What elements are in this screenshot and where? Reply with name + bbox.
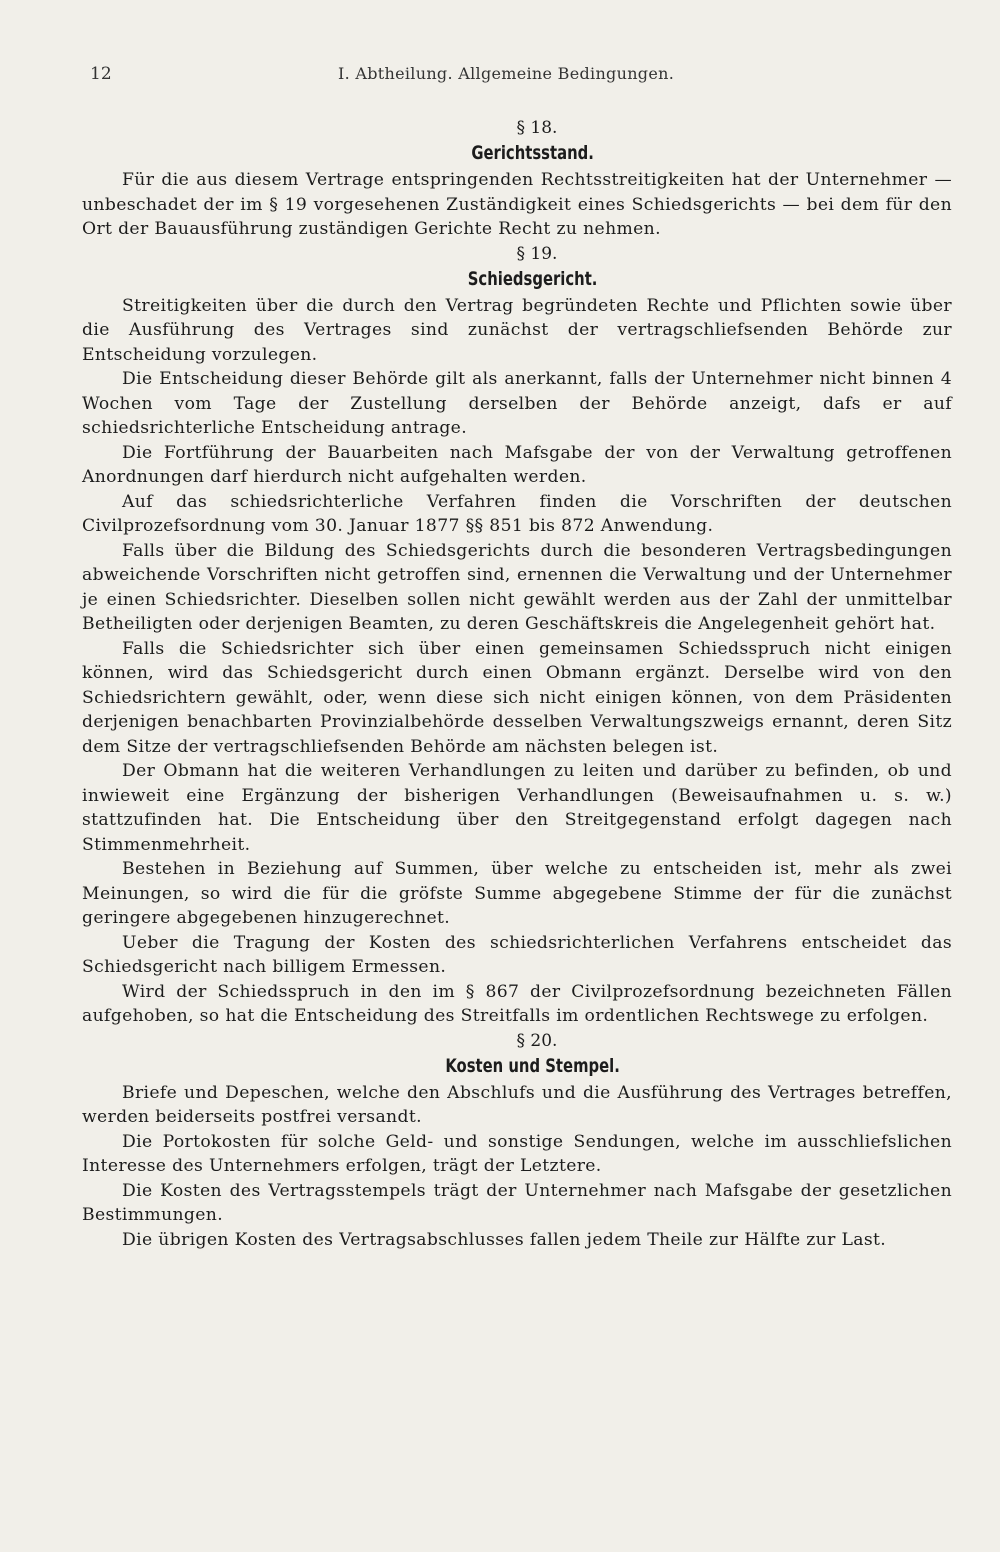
paragraph: Wird der Schiedsspruch in den im § 867 der Civilprozefsordnung bezeichneten Fällen aufgehoben, so hat die Entscheidung des Streitfalls im ordentlichen Rechtswege zu erfolgen.: [82, 981, 952, 1026]
page-header: [90, 64, 910, 94]
paragraph: Auf das schiedsrichterliche Verfahren finden die Vorschriften der deutschen Civilprozefsordnung vom 30. Januar 1877 §§ 851 bis 872 Anwendung.: [82, 491, 952, 536]
section-number: § 20.: [516, 1030, 558, 1051]
paragraph: Die übrigen Kosten des Vertragsabschlusses fallen jedem Theile zur Hälfte zur Last.: [122, 1229, 887, 1250]
paragraph: Für die aus diesem Vertrage entspringenden Rechtsstreitigkeiten hat der Unternehmer — unbeschadet der im § 19 vorgesehenen Zuständigkeit eines Schiedsgerichts — bei dem für den Ort der Bauausführung zuständigen Gerichte Recht zu nehmen.: [82, 170, 952, 239]
paragraph: Streitigkeiten über die durch den Vertrag begründeten Rechte und Pflichten sowie über die Ausführung des Vertrages sind zunächst der vertragschliefsenden Behörde zur Entscheidung vorzulegen.: [82, 295, 952, 365]
paragraph: Die Fortführung der Bauarbeiten nach Mafsgabe der von der Verwaltung getroffenen Anordnungen darf hierdurch nicht aufgehalten werden.: [82, 442, 952, 487]
section-20: [82, 1029, 952, 1253]
paragraph: Die Entscheidung dieser Behörde gilt als anerkannt, falls der Unternehmer nicht binnen 4 Wochen vom Tage der Zustellung derselben der Behörde anzeigt, dafs er auf schiedsrichterliche Entscheidung antrage.: [82, 369, 952, 438]
page-body: [82, 116, 952, 1252]
section-18: [82, 116, 952, 242]
section-19: [82, 242, 952, 1029]
paragraph: Briefe und Depeschen, welche den Abschlufs und die Ausführung des Vertrages betreffen, werden beiderseits postfrei versandt.: [82, 1082, 952, 1127]
paragraph: Ueber die Tragung der Kosten des schiedsrichterlichen Verfahrens entscheidet das Schiedsgericht nach billigem Ermessen.: [82, 932, 952, 977]
paragraph: Falls über die Bildung des Schiedsgerichts durch die besonderen Vertragsbedingungen abweichende Vorschriften nicht getroffen sind, ernennen die Verwaltung und der Unternehmer je einen Schiedsrichter. Dieselben sollen nicht gewählt werden aus der Zahl der unmittelbar Betheiligten oder derjenigen Beamten, zu deren Geschäftskreis die Angelegenheit gehört hat.: [82, 540, 952, 634]
running-head: I. Abtheilung. Allgemeine Bedingungen.: [338, 64, 675, 83]
section-title: Kosten und Stempel.: [445, 1054, 620, 1077]
section-title: Schiedsgericht.: [467, 267, 598, 290]
page-number: 12: [90, 64, 112, 84]
paragraph: Die Kosten des Vertragsstempels trägt der Unternehmer nach Mafsgabe der gesetzlichen Bestimmungen.: [82, 1180, 952, 1225]
section-title: Gerichtsstand.: [471, 142, 594, 164]
section-number: § 19.: [516, 243, 558, 264]
paragraph: Der Obmann hat die weiteren Verhandlungen zu leiten und darüber zu befinden, ob und inwieweit eine Ergänzung der bisherigen Verhandlungen (Beweisaufnahmen u. s. w.) stattzufinden hat. Die Entscheidung über den Streitgegenstand erfolgt dagegen nach Stimmenmehrheit.: [82, 761, 952, 855]
paragraph: Falls die Schiedsrichter sich über einen gemeinsamen Schiedsspruch nicht einigen können, wird das Schiedsgericht durch einen Obmann ergänzt. Derselbe wird von den Schiedsrichtern gewählt, oder, wenn diese sich nicht einigen können, von dem Präsidenten derjenigen benachbarten Provinzialbehörde desselben Verwaltungszweigs ernannt, deren Sitz dem Sitze der vertragschliefsenden Behörde am nächsten belegen ist.: [82, 638, 952, 757]
paragraph: Bestehen in Beziehung auf Summen, über welche zu entscheiden ist, mehr als zwei Meinungen, so wird die für die gröfste Summe abgegebene Stimme der für die zunächst geringere abgegebenen hinzugerechnet.: [82, 859, 952, 928]
section-number: § 18.: [516, 118, 558, 138]
paragraph: Die Portokosten für solche Geld- und sonstige Sendungen, welche im ausschliefslichen Interesse des Unternehmers erfolgen, trägt der Letztere.: [82, 1131, 952, 1176]
